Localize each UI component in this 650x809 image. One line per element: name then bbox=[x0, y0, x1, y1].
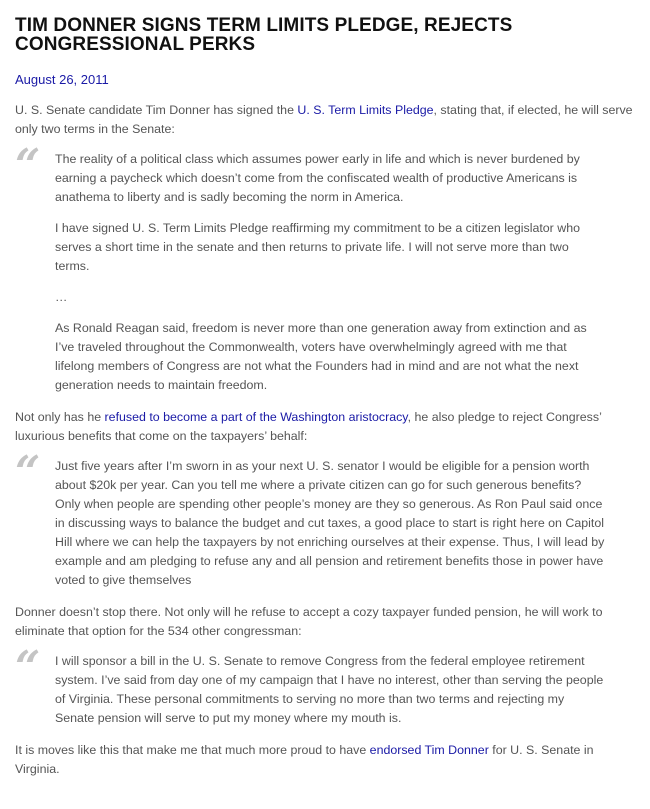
quote-3-paragraph-1: I will sponsor a bill in the U. S. Senate to remove Congress from the federal employee retirement system. I’ve said from day one of my campaign that I have no interest, other than serving the people of Virginia. These personal commitments to serving no more than two terms and rejecting my Senate pension will serve to put my money where my mouth is. bbox=[55, 654, 604, 725]
paragraph-2: Not only has he refused to become a part of the Washington aristocracy, he also pledge to reject Congress’ luxurious benefits that come on the taxpayers’ behalf: bbox=[15, 410, 602, 443]
endorsed-tim-donner-link[interactable]: endorsed Tim Donner bbox=[369, 743, 489, 757]
quote-mark-icon: “ bbox=[15, 140, 41, 191]
term-limits-pledge-link[interactable]: U. S. Term Limits Pledge bbox=[297, 103, 434, 117]
title-line-1: TIM DONNER SIGNS TERM LIMITS PLEDGE, REJECTS bbox=[15, 15, 513, 36]
quote-1-ellipsis: … bbox=[55, 290, 68, 304]
post-date[interactable]: August 26, 2011 bbox=[15, 72, 109, 87]
article-title bbox=[15, 16, 636, 54]
quote-1-paragraph-2: I have signed U. S. Term Limits Pledge reaffirming my commitment to be a citizen legislator who serves a short time in the senate and then returns to private life. I will not serve more than two terms. bbox=[55, 221, 580, 273]
quote-1-paragraph-1: The reality of a political class which assumes power early in life and which is never burdened by earning a paycheck which doesn’t come from the confiscated wealth of productive Americans is anathema to liberty and is sadly becoming the norm in America. bbox=[55, 152, 580, 204]
intro-paragraph: U. S. Senate candidate Tim Donner has signed the U. S. Term Limits Pledge, stating that, if elected, he will serve only two terms in the Senate: bbox=[15, 103, 633, 136]
quote-mark-icon: “ bbox=[15, 447, 41, 498]
blockquote-2 bbox=[15, 447, 636, 590]
paragraph-3: Donner doesn’t stop there. Not only will he refuse to accept a cozy taxpayer funded pension, he will work to eliminate that option for the 534 other congressman: bbox=[15, 605, 603, 638]
title-line-2: CONGRESSIONAL PERKS bbox=[15, 34, 256, 55]
quote-2-paragraph-1: Just five years after I’m sworn in as your next U. S. senator I would be eligible for a pension worth about $20k per year. Can you tell me where a private citizen can go for such generous benefits? Only when people are spending other people’s money are they so generous. As Ron Paul said once in discussing ways to balance the budget and cut taxes, a good place to start is right here on Capitol Hill where we can help the taxpayers by not enriching ourselves at their expense. Thus, I will lead by example and am pledging to refuse any and all pension and retirement benefits those in power have voted to give themselves bbox=[55, 459, 605, 587]
paragraph-4: It is moves like this that make me that much more proud to have endorsed Tim Donner for U. S. Senate in Virginia. bbox=[15, 743, 594, 776]
aristocracy-link[interactable]: refused to become a part of the Washington aristocracy bbox=[104, 410, 408, 424]
blockquote-3 bbox=[15, 642, 636, 728]
blockquote-1 bbox=[15, 140, 636, 395]
quote-1-paragraph-3: As Ronald Reagan said, freedom is never more than one generation away from extinction and as I’ve traveled throughout the Commonwealth, voters have overwhelmingly agreed with me that lifelong members of Congress are not what the Founders had in mind and are not what the next generation needs to maintain freedom. bbox=[55, 321, 587, 392]
quote-mark-icon: “ bbox=[15, 642, 41, 693]
